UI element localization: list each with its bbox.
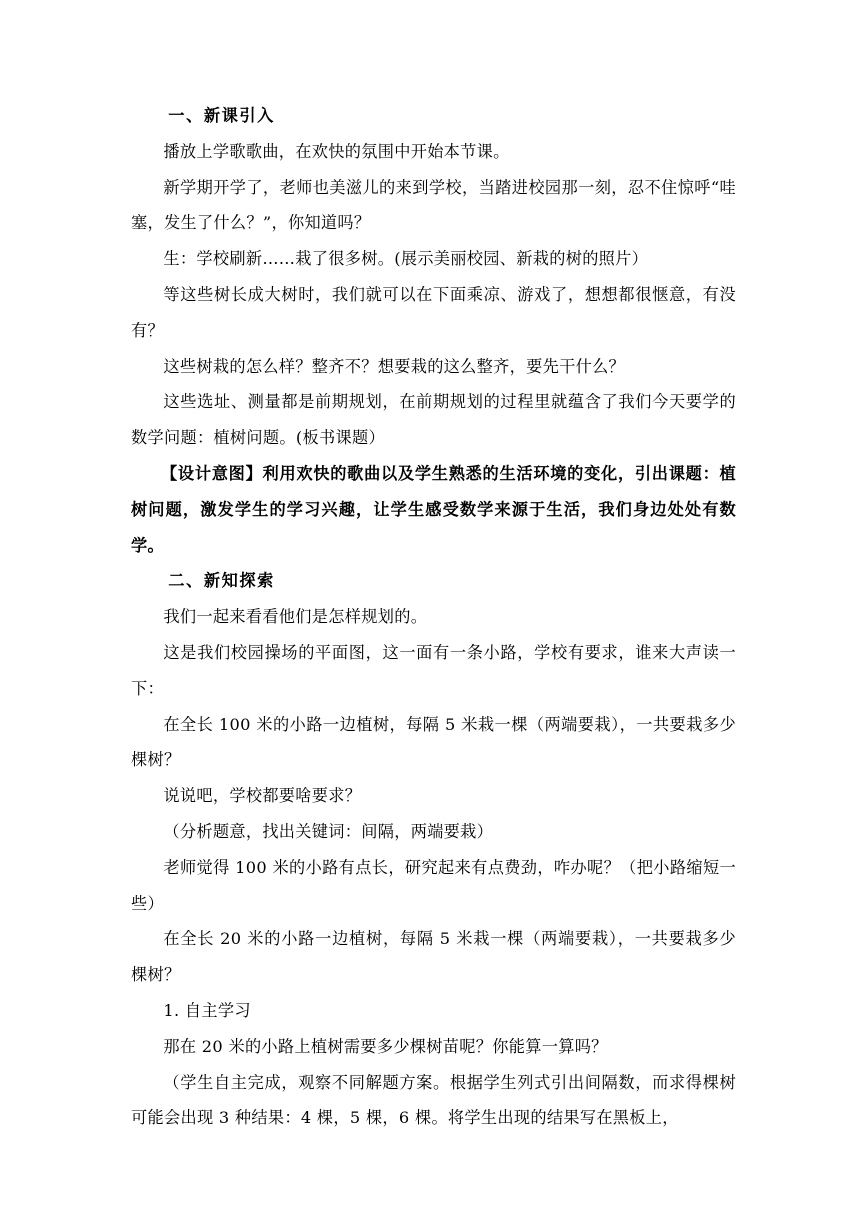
paragraph: 播放上学歌歌曲，在欢快的氛围中开始本节课。	[163, 141, 510, 161]
paragraph: 新学期开学了，老师也美滋儿的来到学校，当踏进校园那一刻，忍不住惊呼“哇塞，发生了什么？”，你知道吗？	[131, 177, 736, 233]
document-body	[131, 98, 736, 1136]
paragraph: （学生自主完成，观察不同解题方案。根据学生列式引出间隔数，而求得棵树可能会出现 3 种结果：4 棵，5 棵，6 棵。将学生出现的结果写在黑板上，	[131, 1072, 736, 1128]
paragraph: 这些树栽的怎么样？整齐不？想要栽的这么整齐，要先干什么？	[163, 356, 626, 376]
design-intent-note	[131, 456, 736, 563]
paragraph: 在全长 100 米的小路一边植树，每隔 5 米栽一棵（两端要栽），一共要栽多少棵树？	[131, 714, 736, 770]
paragraph: 我们一起来看看他们是怎样规划的。	[163, 607, 428, 627]
section-heading-intro: 一、新课引入	[168, 106, 275, 125]
paragraph: 在全长 20 米的小路一边植树，每隔 5 米栽一棵（两端要栽），一共要栽多少棵树？	[131, 929, 736, 985]
design-intent-text: 利用欢快的歌曲以及学生熟悉的生活环境的变化，引出课题：植树问题，激发学生的学习兴趣，让学生感受数学来源于生活，我们身边处处有数学。	[131, 463, 736, 555]
paragraph: 这是我们校园操场的平面图，这一面有一条小路，学校有要求，谁来大声读一下：	[131, 642, 736, 698]
paragraph: 那在 20 米的小路上植树需要多少棵树苗呢？你能算一算吗？	[163, 1036, 608, 1056]
section-heading-explore: 二、新知探索	[168, 571, 275, 591]
paragraph: 这些选址、测量都是前期规划，在前期规划的过程里就蕴含了我们今天要学的数学问题：植树问题。(板书课题）	[131, 392, 736, 448]
paragraph: 生：学校刷新……栽了很多树。(展示美丽校园、新栽的树的照片）	[163, 249, 649, 269]
design-intent-label: 【设计意图】	[160, 463, 263, 483]
subheading-self-study: 1. 自主学习	[163, 1000, 251, 1020]
paragraph: 说说吧，学校都要啥要求？	[163, 786, 362, 806]
paragraph: 老师觉得 100 米的小路有点长，研究起来有点费劲，咋办呢？（把小路缩短一些）	[131, 857, 736, 913]
paragraph: （分析题意，找出关键词：间隔，两端要栽）	[163, 821, 494, 841]
paragraph: 等这些树长成大树时，我们就可以在下面乘凉、游戏了，想想都很惬意，有没有？	[131, 284, 736, 340]
